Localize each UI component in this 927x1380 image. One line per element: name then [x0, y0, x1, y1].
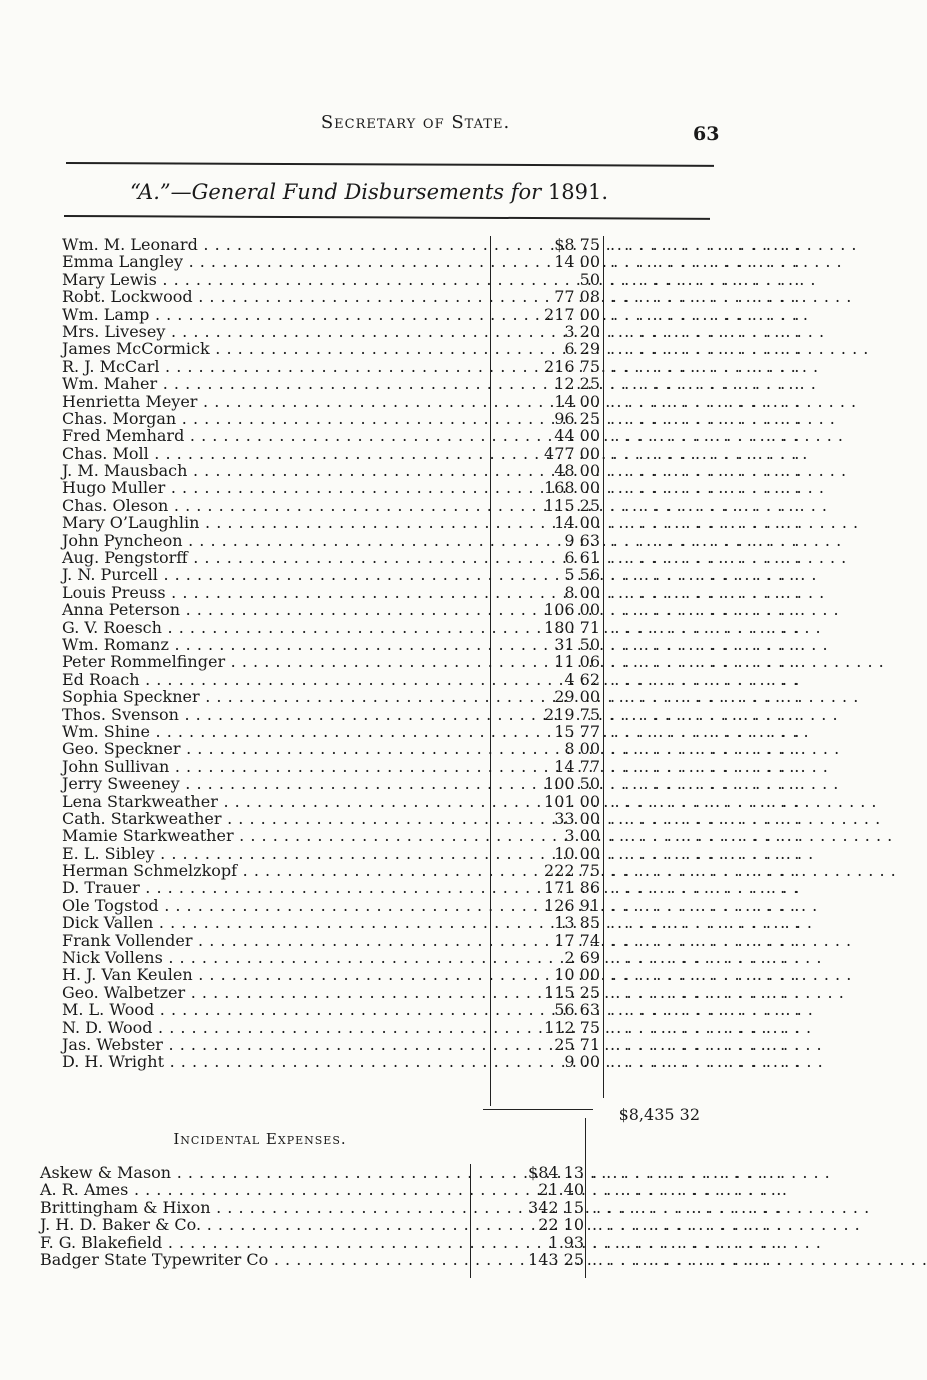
payee-amount: 171 86 [544, 878, 600, 898]
table-row [0, 1164, 831, 1181]
payee-name: Herman Schmelzkopf . . . [62, 862, 488, 879]
payee-amount: 115 25 [544, 982, 600, 1002]
payee-amount: 96 25 [554, 408, 600, 428]
leader-dots: . . . . . . . . . . . . . . [610, 1034, 802, 1054]
leader-dots: . . . . . . . . . . . . . . [610, 304, 802, 324]
leader-dots: . . . . . . . . . . . . . . [592, 1163, 784, 1182]
leader-dots: . . . . . . . . . . . . . . [610, 269, 802, 289]
incidental-heading: Incidental Expenses. [173, 1130, 347, 1148]
leader-dots: . . . . . . . . . . . . . . [610, 391, 802, 411]
payee-name: Nick Vollens . . . [62, 949, 488, 966]
leader-dots: . . . . . . . . . . . . . . [610, 895, 802, 915]
payee-name: Ed Roach . . . [62, 671, 488, 688]
payee-name: Wm. Shine . . . [62, 723, 488, 740]
leader-dots: . . . . . . . . . . . . . . [610, 600, 802, 620]
payee-name: Dick Vallen . . . [62, 914, 488, 931]
table-row [0, 827, 831, 844]
table-row [0, 514, 831, 531]
table-row [0, 1181, 831, 1198]
payee-amount: 22 10 [538, 1215, 584, 1235]
payee-amount: 56 63 [554, 1000, 600, 1020]
table-row [0, 1251, 831, 1268]
payee-amount: $8 75 [554, 235, 600, 254]
leader-dots: . . . . . . . . . . . . . . [610, 356, 802, 376]
payee-name: F. G. Blakefield . . . [40, 1234, 468, 1251]
payee-amount: 10 00 [554, 843, 600, 863]
leader-dots: . . . . . . . . . . . . . . [610, 965, 802, 985]
leader-dots: . . . . . . . . . . . . . . [610, 930, 802, 950]
table-row [0, 340, 831, 357]
table-row [0, 671, 831, 688]
payee-amount: 12 25 [554, 374, 600, 394]
page-number: 63 [693, 123, 720, 145]
table-row [0, 532, 831, 549]
payee-name: R. J. McCarl . . . [62, 358, 488, 375]
payee-amount: 180 71 [544, 617, 600, 637]
leader-dots: . . . . . . . . . . . . . . [610, 495, 802, 515]
payee-name: John Pyncheon . . . [62, 532, 488, 549]
leader-dots: . . . . . . . . . . . . . . [592, 1232, 784, 1252]
leader-dots: . . . . . . . . . . . . . . [610, 669, 802, 689]
payee-amount: 10 00 [554, 965, 600, 985]
table-row [0, 549, 831, 566]
payee-name: Geo. Speckner . . . [62, 740, 488, 757]
leader-dots: . . . . . . . . . . . . . . [610, 861, 802, 881]
table-row [0, 236, 831, 253]
table-row [0, 427, 831, 444]
payee-name: Mary O’Laughlin . . . [62, 514, 488, 531]
leader-dots: . . . . . . . . . . . . . . [610, 287, 802, 307]
table-row [0, 758, 831, 775]
payee-name: Anna Peterson . . . [62, 601, 488, 618]
payee-name: Mamie Starkweather . . . [62, 827, 488, 844]
payee-amount: 216 75 [544, 356, 600, 376]
leader-dots: . . . . . . . . . . . . . . [610, 1017, 802, 1037]
leader-dots: . . . . . . . . . . . . . . [610, 652, 802, 672]
payee-amount: 8 00 [564, 739, 600, 759]
payee-name: Frank Vollender . . . [62, 932, 488, 949]
disbursement-list [0, 236, 831, 1071]
leader-dots: . . . . . . . . . . . . . . [610, 774, 802, 794]
payee-amount: 44 00 [554, 426, 600, 446]
payee-name: Wm. Maher . . . [62, 375, 488, 392]
table-row [0, 845, 831, 862]
leader-dots: . . . . . . . . . . . . . . [610, 339, 802, 359]
table-row [0, 479, 831, 496]
payee-name: E. L. Sibley . . . [62, 845, 488, 862]
payee-amount: 126 91 [544, 895, 600, 915]
table-row [0, 619, 831, 636]
payee-name: Henrietta Meyer . . . [62, 393, 488, 410]
payee-name: Lena Starkweather . . . [62, 793, 488, 810]
payee-name: G. V. Roesch . . . [62, 619, 488, 636]
table-row [0, 636, 831, 653]
leader-dots: . . . . . . . . . . . . . . [610, 756, 802, 776]
table-row [0, 793, 831, 810]
payee-name: M. L. Wood . . . [62, 1001, 488, 1018]
payee-name: N. D. Wood . . . [62, 1019, 488, 1036]
table-row [0, 949, 831, 966]
payee-name: J. M. Mausbach . . . [62, 462, 488, 479]
leader-dots: . . . . . . . . . . . . . . [610, 739, 802, 759]
payee-amount: 3 20 [564, 321, 600, 341]
leader-dots: . . . . . . . . . . . . . . [610, 634, 802, 654]
table-row [0, 271, 831, 288]
leader-dots: . . . . . . . . . . . . . . [610, 235, 802, 254]
payee-amount: 1 93 [548, 1232, 584, 1252]
table-row [0, 706, 831, 723]
table-row [0, 566, 831, 583]
payee-amount: 33 00 [554, 808, 600, 828]
payee-amount: 14 00 [554, 391, 600, 411]
leader-dots: . . . . . . . . . . . . . . [592, 1249, 784, 1269]
payee-amount: 101 00 [544, 791, 600, 811]
table-row [0, 253, 831, 270]
leader-dots: . . . . . . . . . . . . . . [610, 878, 802, 898]
table-row [0, 1036, 831, 1053]
leader-dots: . . . . . . . . . . . . . . [610, 252, 802, 272]
payee-amount: 77 08 [554, 287, 600, 307]
total-rule [483, 1109, 593, 1110]
payee-amount: 2 69 [564, 948, 600, 968]
payee-amount: 115 25 [544, 495, 600, 515]
payee-name: Chas. Oleson . . . [62, 497, 488, 514]
payee-amount: 25 71 [554, 1034, 600, 1054]
payee-name: Geo. Walbetzer . . . [62, 984, 488, 1001]
leader-dots: . . . . . . . . . . . . . . [610, 687, 802, 707]
payee-name: D. Trauer . . . [62, 879, 488, 896]
payee-amount: 219 75 [544, 704, 600, 724]
table-row [0, 897, 831, 914]
payee-name: Chas. Morgan . . . [62, 410, 488, 427]
table-row [0, 393, 831, 410]
leader-dots: . . . . . . . . . . . . . . [610, 843, 802, 863]
table-title [130, 180, 608, 204]
payee-amount: 6 29 [564, 339, 600, 359]
table-row [0, 862, 831, 879]
table-row [0, 984, 831, 1001]
payee-name: Thos. Svenson . . . [62, 706, 488, 723]
payee-amount: 100 50 [544, 774, 600, 794]
payee-amount: 17 74 [554, 930, 600, 950]
leader-dots: . . . . . . . . . . . . . . [610, 826, 802, 846]
payee-amount: 8 00 [564, 582, 600, 602]
payee-name: Wm. Romanz . . . [62, 636, 488, 653]
table-row [0, 688, 831, 705]
incidental-list [0, 1164, 831, 1268]
payee-name: Robt. Lockwood . . . [62, 288, 488, 305]
payee-name: D. H. Wright . . . [62, 1053, 488, 1070]
leader-dots: . . . . . . . . . . . . . . [610, 948, 802, 968]
payee-amount: 48 00 [554, 461, 600, 481]
table-row [0, 288, 831, 305]
payee-amount: 14 00 [554, 513, 600, 533]
table-title-year: 1891. [547, 180, 609, 204]
payee-amount: 5 56 [564, 565, 600, 585]
payee-amount: 14 77 [554, 756, 600, 776]
table-row [0, 1199, 831, 1216]
leader-dots: . . . . . . . . . . . . . . [610, 565, 802, 585]
payee-amount: 222 75 [544, 861, 600, 881]
table-row [0, 966, 831, 983]
payee-amount: 3 00 [564, 826, 600, 846]
payee-amount: 14 00 [554, 252, 600, 272]
payee-name: Aug. Pengstorff . . . [62, 549, 488, 566]
table-row [0, 323, 831, 340]
table-row [0, 653, 831, 670]
leader-dots: . . . . . . . . . . . . . . [592, 1215, 784, 1235]
table-row [0, 584, 831, 601]
title-rule [64, 215, 710, 220]
leader-dots: . . . . . . . . . . . . . . [610, 582, 802, 602]
payee-amount: 143 25 [528, 1249, 584, 1269]
payee-name: James McCormick . . . [62, 340, 488, 357]
payee-name: J. N. Purcell . . . [62, 566, 488, 583]
payee-name: John Sullivan . . . [62, 758, 488, 775]
table-row [0, 375, 831, 392]
payee-name: A. R. Ames . . . [40, 1181, 468, 1198]
table-row [0, 879, 831, 896]
payee-name: Wm. Lamp . . . [62, 306, 488, 323]
payee-name: Hugo Muller . . . [62, 479, 488, 496]
payee-amount: 112 75 [544, 1017, 600, 1037]
payee-name: Askew & Mason . . . [40, 1164, 468, 1181]
leader-dots: . . . . . . . . . . . . . . [610, 808, 802, 828]
table-row [0, 1019, 831, 1036]
leader-dots: . . . . . . . . . . . . . . [610, 513, 802, 533]
payee-amount: 9 00 [564, 1052, 600, 1072]
payee-name: Peter Rommelfinger . . . [62, 653, 488, 670]
leader-dots: . . . . . . . . . . . . . . [610, 1000, 802, 1020]
leader-dots: . . . . . . . . . . . . . . [610, 408, 802, 428]
table-row [0, 1234, 831, 1251]
payee-amount: 342 15 [528, 1197, 584, 1217]
payee-amount: 31 50 [554, 634, 600, 654]
payee-amount: 11 06 [554, 652, 600, 672]
payee-name: Ole Togstod . . . [62, 897, 488, 914]
leader-dots: . . . . . . . . . . . . . . [610, 704, 802, 724]
leader-dots: . . . . . . . . . . . . . . [610, 461, 802, 481]
payee-amount: 13 85 [554, 913, 600, 933]
payee-amount: 29 00 [554, 687, 600, 707]
table-title-text: “A.”—General Fund Disbursements for [130, 180, 542, 204]
table-row [0, 410, 831, 427]
payee-amount: 6 61 [564, 548, 600, 568]
payee-name: Jerry Sweeney . . . [62, 775, 488, 792]
leader-dots: . . . . . . . . . . . . . . [592, 1180, 784, 1200]
leader-dots: . . . . . . . . . . . . . . [610, 478, 802, 498]
payee-amount: 106 00 [544, 600, 600, 620]
payee-name: Emma Langley . . . [62, 253, 488, 270]
payee-amount: 477 00 [544, 443, 600, 463]
payee-amount: 217 00 [544, 304, 600, 324]
leader-dots: . . . . . . . . . . . . . . [610, 426, 802, 446]
leader-dots: . . . . . . . . . . . . . . [610, 721, 802, 741]
leader-dots: . . . . . . . . . . . . . . [610, 791, 802, 811]
table-row [0, 1001, 831, 1018]
table-row [0, 358, 831, 375]
payee-amount: 4 62 [564, 669, 600, 689]
payee-name: Chas. Moll . . . [62, 445, 488, 462]
payee-name: Louis Preuss . . . [62, 584, 488, 601]
leader-dots: . . . . . . . . . . . . . . [592, 1197, 784, 1217]
payee-amount: $84 13 [528, 1163, 584, 1182]
running-head: Secretary of State. [320, 112, 511, 133]
payee-name: J. H. D. Baker & Co. . . . [40, 1216, 468, 1233]
table-row [0, 497, 831, 514]
leader-dots: . . . . . . . . . . . . . . [610, 321, 802, 341]
table-row [0, 810, 831, 827]
payee-name: Sophia Speckner . . . [62, 688, 488, 705]
table-row [0, 775, 831, 792]
table-row [0, 1216, 831, 1233]
table-row [0, 723, 831, 740]
payee-name: Wm. M. Leonard . . . [62, 236, 488, 253]
payee-amount: 9 63 [564, 530, 600, 550]
table-row [0, 1053, 831, 1070]
leader-dots: . . . . . . . . . . . . . . [610, 530, 802, 550]
payee-amount: 21 40 [538, 1180, 584, 1200]
payee-name: Fred Memhard . . . [62, 427, 488, 444]
table-row [0, 932, 831, 949]
table-row [0, 914, 831, 931]
payee-name: Jas. Webster . . . [62, 1036, 488, 1053]
payee-name: Brittingham & Hixon . . . [40, 1199, 468, 1216]
payee-name: Mary Lewis . . . [62, 271, 488, 288]
payee-amount: 168 00 [544, 478, 600, 498]
leader-dots: . . . . . . . . . . . . . . [610, 548, 802, 568]
table-row [0, 740, 831, 757]
payee-amount: 15 77 [554, 721, 600, 741]
table-row [0, 601, 831, 618]
payee-name: Badger State Typewriter Co . . . [40, 1251, 468, 1268]
leader-dots: . . . . . . . . . . . . . . [610, 982, 802, 1002]
leader-dots: . . . . . . . . . . . . . . [610, 443, 802, 463]
top-rule [66, 162, 714, 167]
payee-name: Cath. Starkweather . . . [62, 810, 488, 827]
leader-dots: . . . . . . . . . . . . . . [610, 913, 802, 933]
payee-amount: 50 [579, 269, 600, 289]
total-amount: $8,435 32 [618, 1105, 700, 1124]
table-row [0, 445, 831, 462]
leader-dots: . . . . . . . . . . . . . . [610, 617, 802, 637]
payee-name: H. J. Van Keulen . . . [62, 966, 488, 983]
leader-dots: . . . . . . . . . . . . . . [610, 374, 802, 394]
payee-name: Mrs. Livesey . . . [62, 323, 488, 340]
leader-dots: . . . . . . . . . . . . . . [610, 1052, 802, 1072]
table-row [0, 306, 831, 323]
table-row [0, 462, 831, 479]
